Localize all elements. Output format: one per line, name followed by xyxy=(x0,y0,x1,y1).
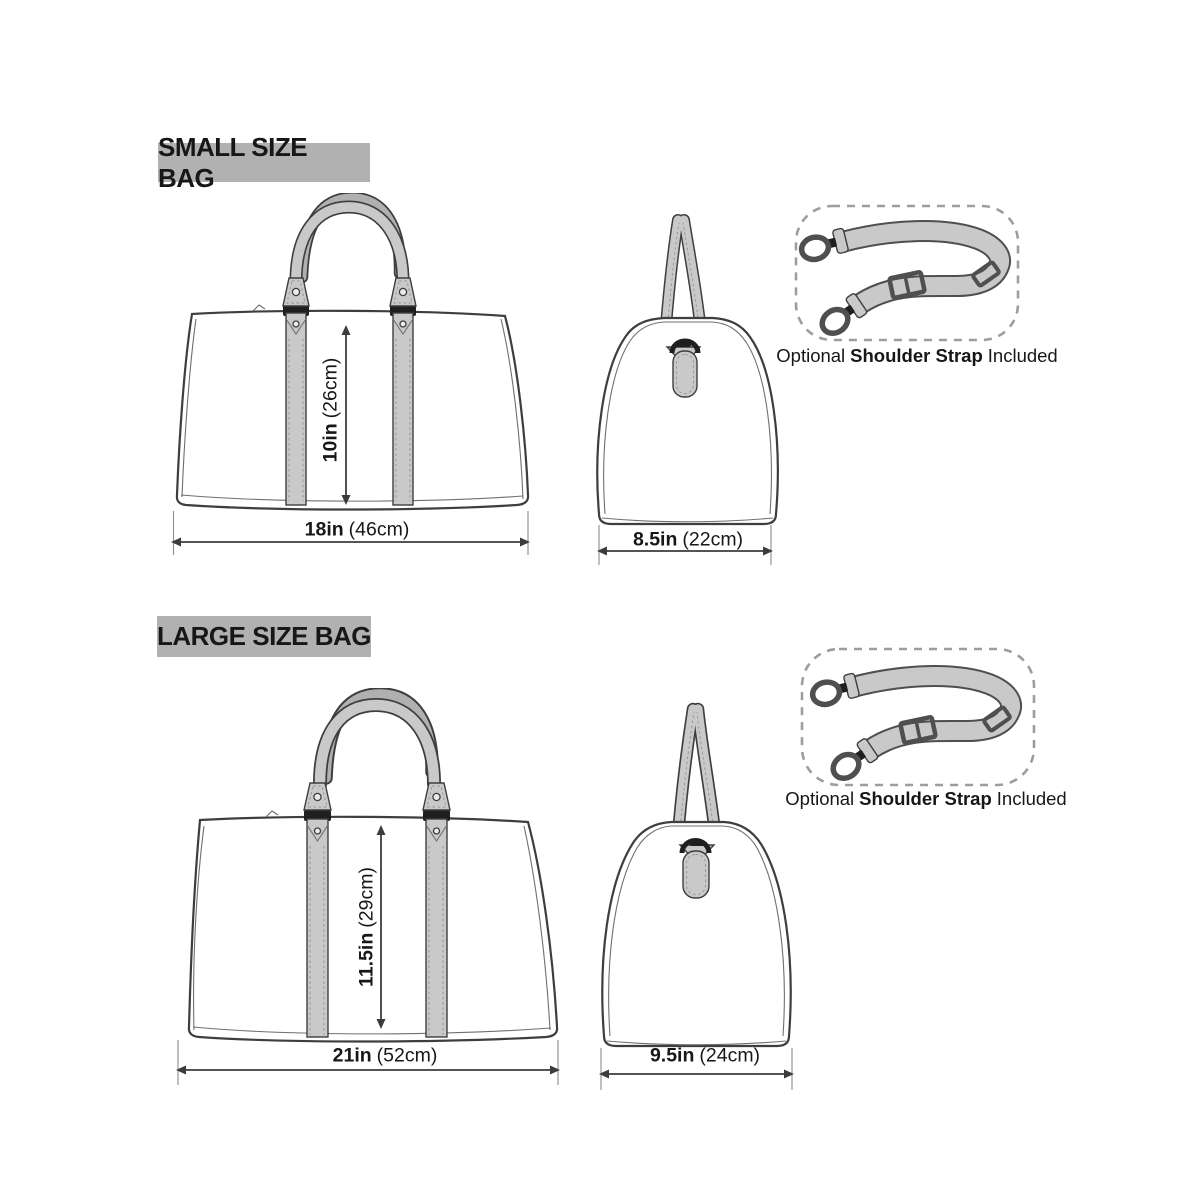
shoulder-strap-illustration-small xyxy=(790,200,1025,350)
handle-front-fill xyxy=(320,705,434,784)
strap-band-left xyxy=(307,819,328,1037)
handle-base-right xyxy=(390,278,416,306)
rivet xyxy=(400,321,406,327)
rivet xyxy=(293,321,299,327)
strap-note-pre: Optional xyxy=(785,788,855,809)
strap-band-right xyxy=(393,313,413,505)
strap-note-large xyxy=(785,788,1066,810)
bag-handles xyxy=(320,694,434,784)
small-bag-front-view xyxy=(165,193,537,563)
small-height-label: 10in(26cm) xyxy=(319,357,342,463)
strap-note-small xyxy=(776,345,1057,367)
bag-handles xyxy=(296,198,403,282)
shoulder-strap-illustration-large xyxy=(796,643,1041,795)
large-size-title: LARGE SIZE BAG xyxy=(157,621,372,651)
small-width-label: 18in (46cm) xyxy=(304,518,410,541)
handle-base-right xyxy=(423,783,450,810)
large-bag-side-view xyxy=(588,690,805,1094)
strap-note-bold: Shoulder Strap xyxy=(859,788,992,809)
rivet xyxy=(399,288,406,295)
zipper-pull-icon xyxy=(266,811,278,817)
rivet xyxy=(292,288,299,295)
d-ring-tab xyxy=(673,351,697,397)
strap-band-left xyxy=(286,313,306,505)
small-size-title: SMALL SIZE BAG xyxy=(158,131,308,193)
bag-body xyxy=(177,311,528,510)
strap-note-pre: Optional xyxy=(776,345,846,366)
rivet xyxy=(433,793,440,800)
small-depth-label: 8.5in (22cm) xyxy=(632,528,744,551)
strap-note-post: Included xyxy=(996,788,1067,809)
rivet xyxy=(315,828,321,834)
strap-note-bold: Shoulder Strap xyxy=(850,345,983,366)
large-depth-label: 9.5in (24cm) xyxy=(649,1044,761,1067)
rivet xyxy=(434,828,440,834)
large-height-label: 11.5in(29cm) xyxy=(355,867,378,987)
strap-note-post: Included xyxy=(987,345,1058,366)
large-width-label: 21in (52cm) xyxy=(332,1044,438,1067)
small-size-title-box xyxy=(158,131,370,193)
d-ring-tab xyxy=(683,851,709,898)
zipper-pull-icon xyxy=(253,305,265,311)
large-size-title-box xyxy=(157,616,371,657)
handle-base-left xyxy=(304,783,331,810)
small-bag-side-view xyxy=(585,193,790,568)
rivet xyxy=(314,793,321,800)
strap-band-right xyxy=(426,819,447,1037)
